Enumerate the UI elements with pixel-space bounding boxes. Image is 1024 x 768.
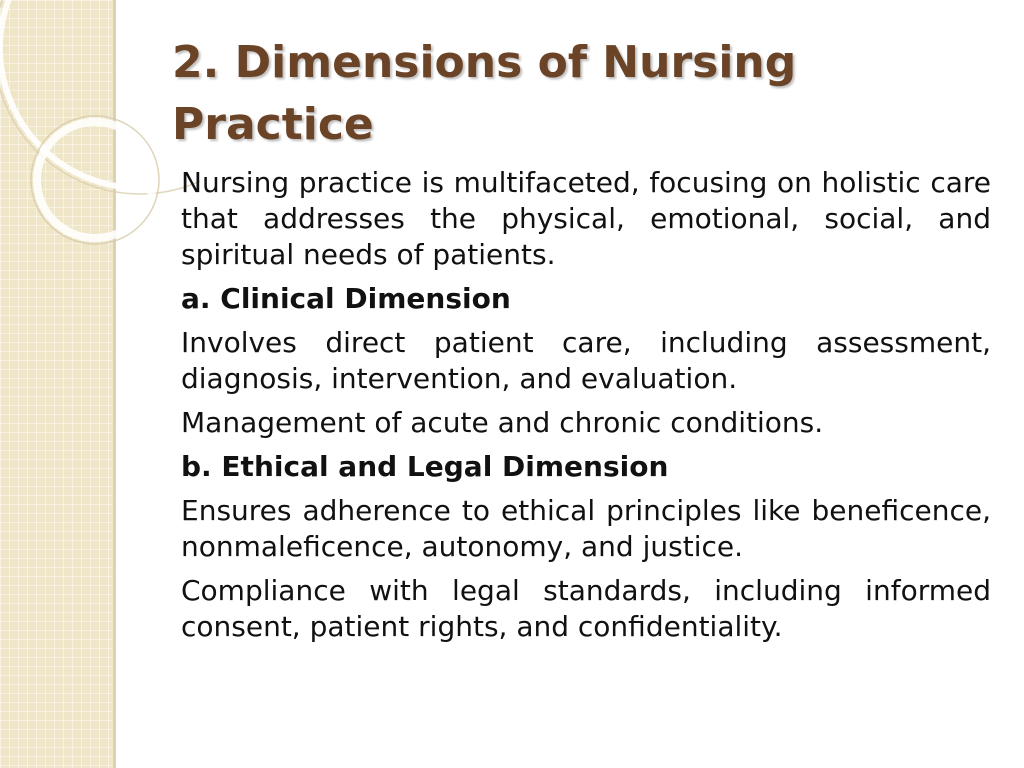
decorative-rings-graphic: [0, 0, 200, 260]
ethical-point-2: Compliance with legal standards, including informed consent, patient rights, and confidentiality.: [181, 574, 991, 643]
ethical-point-1: Ensures adherence to ethical principles like beneficence, nonmaleficence, autonomy, and justice.: [181, 494, 991, 563]
section-heading-ethical-legal: b. Ethical and Legal Dimension: [181, 450, 669, 483]
clinical-point-2: Management of acute and chronic conditions.: [181, 406, 824, 439]
section-heading-clinical: a. Clinical Dimension: [181, 282, 511, 315]
slide-body: [181, 165, 991, 653]
intro-paragraph: Nursing practice is multifaceted, focusing on holistic care that addresses the physical, emotional, social, and spiritual needs of patients.: [181, 166, 991, 271]
slide-title: 2. Dimensions of Nursing Practice: [172, 37, 797, 150]
clinical-point-1: Involves direct patient care, including assessment, diagnosis, intervention, and evaluation.: [181, 326, 991, 395]
